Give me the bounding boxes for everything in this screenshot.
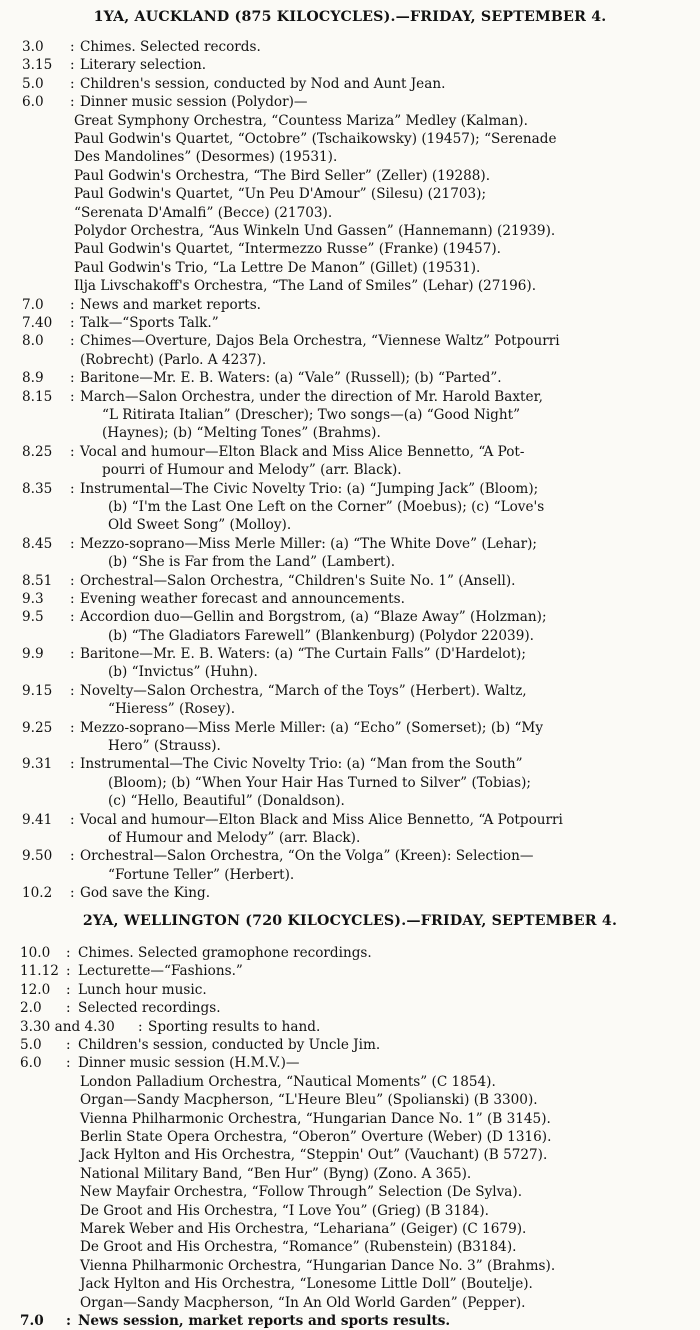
time-separator: : — [70, 333, 75, 350]
entry-time: 8.45 — [22, 535, 53, 552]
entry-text-continued: “Hieress” (Rosey). — [108, 701, 236, 718]
programme-entry-8-51 — [0, 572, 700, 590]
entry-text-continued: “L Ritirata Italian” (Drescher); Two songs—(a) “Good Night” — [102, 406, 521, 423]
entry-text: Mezzo-soprano—Miss Merle Miller: (a) “Echo” (Somerset); (b) “My — [80, 719, 544, 736]
entry-time: 9.31 — [22, 756, 53, 773]
programme-entry-8-35 — [0, 480, 700, 535]
entry-text-continued: Vienna Philharmonic Orchestra, “Hungarian Dance No. 3” (Brahms). — [80, 1257, 556, 1274]
programme-entry-9-31 — [0, 755, 700, 810]
time-separator: : — [70, 480, 75, 497]
entry-text-continued: Jack Hylton and His Orchestra, “Lonesome Little Doll” (Boutelje). — [80, 1276, 533, 1293]
entry-text: Dinner music session (H.M.V.)— — [78, 1055, 300, 1072]
time-separator: : — [70, 57, 75, 74]
time-separator: : — [70, 75, 75, 92]
entry-text-continued: (Bloom); (b) “When Your Hair Has Turned to Silver” (Tobias); — [108, 774, 531, 791]
entry-text-continued: (b) “The Gladiators Farewell” (Blankenburg) (Polydor 22039). — [108, 627, 534, 644]
entry-text: Orchestral—Salon Orchestra, “Children's Suite No. 1” (Ansell). — [80, 572, 516, 589]
entry-text: Instrumental—The Civic Novelty Trio: (a) “Man from the South” — [80, 756, 523, 773]
programme-entry-7-0 — [0, 296, 700, 314]
entry-time: 5.0 — [22, 75, 44, 92]
entry-text-continued: (b) “She is Far from the Land” (Lambert). — [108, 554, 396, 571]
station-heading: 2YA, WELLINGTON (720 KILOCYCLES).—FRIDAY, SEPTEMBER 4. — [82, 912, 618, 929]
station-section-2ya — [0, 910, 700, 1329]
entry-text-continued: Hero” (Strauss). — [108, 738, 221, 755]
time-separator: : — [70, 646, 75, 663]
entry-text: Novelty—Salon Orchestra, “March of the Toys” (Herbert). Waltz, — [80, 682, 527, 699]
entry-time: 8.25 — [22, 443, 53, 460]
entry-time: 7.40 — [22, 314, 53, 331]
programme-entry-9-3 — [0, 590, 700, 608]
station-heading: 1YA, AUCKLAND (875 KILOCYCLES).—FRIDAY, SEPTEMBER 4. — [93, 8, 607, 25]
entry-text: Chimes. Selected records. — [80, 39, 261, 55]
entry-text-continued: “Fortune Teller” (Herbert). — [108, 866, 295, 883]
entry-text-continued: Paul Godwin's Quartet, “Un Peu D'Amour” (Silesu) (21703); — [74, 186, 487, 203]
entry-text-continued: “Serenata D'Amalfi” (Becce) (21703). — [74, 204, 333, 221]
entry-text-continued: National Military Band, “Ben Hur” (Byng) (Zono. A 365). — [80, 1165, 472, 1182]
entry-text-continued: (Haynes); (b) “Melting Tones” (Brahms). — [102, 425, 381, 442]
programme-entry-8-15 — [0, 388, 700, 443]
programme-entry-3-15 — [0, 56, 700, 74]
entry-text-continued: Paul Godwin's Orchestra, “The Bird Seller” (Zeller) (19288). — [74, 167, 491, 184]
entry-time: 12.0 — [20, 981, 51, 998]
programme-entry-8-9 — [0, 369, 700, 387]
entry-time: 10.2 — [22, 885, 53, 902]
programme-entry-6-0 — [0, 93, 700, 295]
entry-text: Mezzo-soprano—Miss Merle Miller: (a) “The White Dove” (Lehar); — [80, 535, 537, 552]
programme-entry-12-0 — [0, 981, 700, 999]
time-separator: : — [70, 885, 75, 902]
entry-time: 9.50 — [22, 848, 53, 865]
programme-entry-3-30-and-4-30 — [0, 1018, 700, 1036]
programme-entry-8-0 — [0, 332, 700, 369]
programme-entry-10-2 — [0, 884, 700, 902]
entry-time: 2.0 — [20, 1000, 42, 1017]
entry-time: 3.0 — [22, 39, 44, 55]
entry-text: Chimes. Selected gramophone recordings. — [78, 945, 372, 961]
programme-entry-7-0 — [0, 1312, 700, 1330]
entry-time: 9.3 — [22, 590, 44, 607]
programme-entry-9-41 — [0, 811, 700, 848]
time-separator: : — [66, 945, 71, 961]
entry-text-continued: Ilja Livschakoff's Orchestra, “The Land of Smiles” (Lehar) (27196). — [74, 278, 537, 295]
entry-time: 3.30 and 4.30 — [20, 1018, 115, 1035]
entry-time: 6.0 — [22, 94, 44, 111]
entry-text-continued: Paul Godwin's Quartet, “Octobre” (Tschaikowsky) (19457); “Serenade — [74, 130, 557, 147]
time-separator: : — [66, 1036, 71, 1053]
entry-text-continued: De Groot and His Orchestra, “I Love You” (Grieg) (B 3184). — [80, 1202, 490, 1219]
time-separator: : — [66, 981, 71, 998]
programme-list — [0, 944, 700, 1330]
time-separator: : — [70, 811, 75, 828]
time-separator: : — [66, 1055, 71, 1072]
time-separator: : — [70, 609, 75, 626]
entry-text: Vocal and humour—Elton Black and Miss Alice Bennetto, “A Potpourri — [80, 811, 563, 828]
entry-text: Dinner music session (Polydor)— — [80, 94, 308, 111]
time-separator: : — [66, 963, 71, 980]
entry-time: 7.0 — [22, 296, 44, 313]
entry-text: God save the King. — [80, 885, 211, 902]
entry-time: 9.25 — [22, 719, 53, 736]
programme-entry-9-15 — [0, 682, 700, 719]
entry-text: Accordion duo—Gellin and Borgstrom, (a) “Blaze Away” (Holzman); — [80, 609, 547, 626]
entry-time: 11.12 — [20, 963, 59, 980]
entry-text-continued: Jack Hylton and His Orchestra, “Steppin' Out” (Vauchant) (B 5727). — [80, 1147, 548, 1164]
entry-text-continued: Polydor Orchestra, “Aus Winkeln Und Gassen” (Hannemann) (21939). — [74, 222, 556, 239]
entry-text-continued: pourri of Humour and Melody” (arr. Black). — [102, 462, 402, 479]
entry-time: 10.0 — [20, 945, 51, 961]
time-separator: : — [70, 848, 75, 865]
entry-text-continued: (Robrecht) (Parlo. A 4237). — [80, 351, 267, 368]
entry-text: News and market reports. — [80, 296, 261, 313]
programme-entry-9-50 — [0, 847, 700, 884]
entry-text-continued: Old Sweet Song” (Molloy). — [108, 517, 292, 534]
entry-text-continued: Paul Godwin's Quartet, “Intermezzo Russe” (Franke) (19457). — [74, 241, 501, 258]
entry-text: March—Salon Orchestra, under the direction of Mr. Harold Baxter, — [80, 388, 543, 405]
entry-text-continued: New Mayfair Orchestra, “Follow Through” Selection (De Sylva). — [80, 1184, 523, 1201]
entry-text: Talk—“Sports Talk.” — [80, 314, 219, 331]
entry-text: News session, market reports and sports results. — [78, 1312, 451, 1329]
entry-text: Baritone—Mr. E. B. Waters: (a) “The Curtain Falls” (D'Hardelot); — [80, 646, 526, 663]
entry-text: Literary selection. — [80, 57, 207, 74]
time-separator: : — [70, 94, 75, 111]
programme-entry-8-45 — [0, 535, 700, 572]
entry-time: 9.5 — [22, 609, 44, 626]
entry-text-continued: De Groot and His Orchestra, “Romance” (Rubenstein) (B3184). — [80, 1239, 517, 1256]
entry-time: 9.15 — [22, 682, 53, 699]
entry-text-continued: Organ—Sandy Macpherson, “In An Old World Garden” (Pepper). — [80, 1294, 526, 1311]
time-separator: : — [70, 572, 75, 589]
time-separator: : — [138, 1018, 143, 1035]
entry-text-continued: Organ—Sandy Macpherson, “L'Heure Bleu” (Spolianski) (B 3300). — [80, 1092, 538, 1109]
entry-time: 6.0 — [20, 1055, 42, 1072]
entry-text: Orchestral—Salon Orchestra, “On the Volga” (Kreen): Selection— — [80, 848, 534, 865]
entry-text: Instrumental—The Civic Novelty Trio: (a) “Jumping Jack” (Bloom); — [80, 480, 539, 497]
entry-text-continued: (b) “Invictus” (Huhn). — [108, 664, 258, 681]
programme-entry-2-0 — [0, 999, 700, 1017]
entry-text-continued: Des Mandolines” (Desormes) (19531). — [74, 149, 338, 166]
programme-entry-5-0 — [0, 75, 700, 93]
programme-entry-8-25 — [0, 443, 700, 480]
entry-text: Lecturette—“Fashions.” — [78, 963, 243, 980]
time-separator: : — [70, 535, 75, 552]
programme-entry-11-12 — [0, 962, 700, 980]
time-separator: : — [70, 590, 75, 607]
entry-text-continued: (c) “Hello, Beautiful” (Donaldson). — [108, 793, 345, 810]
entry-text-continued: (b) “I'm the Last One Left on the Corner” (Moebus); (c) “Love's — [108, 498, 545, 515]
time-separator: : — [66, 1312, 72, 1329]
entry-text: Baritone—Mr. E. B. Waters: (a) “Vale” (Russell); (b) “Parted”. — [80, 370, 502, 387]
entry-time: 5.0 — [20, 1036, 42, 1053]
entry-text-continued: of Humour and Melody” (arr. Black). — [108, 830, 361, 847]
entry-time: 8.9 — [22, 370, 44, 387]
programme-entry-3-0 — [0, 38, 700, 56]
entry-time: 7.0 — [20, 1312, 44, 1329]
entry-time: 8.0 — [22, 333, 44, 350]
entry-text-continued: London Palladium Orchestra, “Nautical Moments” (C 1854). — [80, 1073, 496, 1090]
entry-time: 9.9 — [22, 646, 44, 663]
time-separator: : — [70, 443, 75, 460]
entry-text: Sporting results to hand. — [148, 1018, 321, 1035]
entry-text: Chimes—Overture, Dajos Bela Orchestra, “Viennese Waltz” Potpourri — [80, 333, 560, 350]
programme-entry-6-0 — [0, 1054, 700, 1312]
entry-time: 8.35 — [22, 480, 53, 497]
programme-entry-9-5 — [0, 608, 700, 645]
time-separator: : — [70, 756, 75, 773]
entry-text-continued: Berlin State Opera Orchestra, “Oberon” Overture (Weber) (D 1316). — [80, 1128, 552, 1145]
entry-text: Vocal and humour—Elton Black and Miss Alice Bennetto, “A Pot- — [80, 443, 525, 460]
time-separator: : — [70, 314, 75, 331]
entry-time: 9.41 — [22, 811, 53, 828]
programme-entry-9-25 — [0, 719, 700, 756]
entry-text: Evening weather forecast and announcements. — [80, 590, 405, 607]
entry-text: Lunch hour music. — [78, 981, 207, 998]
entry-time: 8.51 — [22, 572, 53, 589]
time-separator: : — [70, 719, 75, 736]
time-separator: : — [70, 370, 75, 387]
programme-entry-7-40 — [0, 314, 700, 332]
entry-time: 8.15 — [22, 388, 53, 405]
programme-list — [0, 38, 700, 903]
entry-text: Selected recordings. — [78, 1000, 221, 1017]
entry-text-continued: Paul Godwin's Trio, “La Lettre De Manon” (Gillet) (19531). — [74, 259, 481, 276]
entry-time: 3.15 — [22, 57, 53, 74]
programme-entry-5-0 — [0, 1036, 700, 1054]
entry-text-continued: Marek Weber and His Orchestra, “Lehariana” (Geiger) (C 1679). — [80, 1220, 527, 1237]
programme-entry-9-9 — [0, 645, 700, 682]
entry-text-continued: Great Symphony Orchestra, “Countess Mariza” Medley (Kalman). — [74, 112, 528, 129]
time-separator: : — [70, 39, 75, 55]
time-separator: : — [70, 296, 75, 313]
time-separator: : — [70, 682, 75, 699]
station-section-1ya — [0, 4, 700, 902]
time-separator: : — [66, 1000, 71, 1017]
entry-text: Children's session, conducted by Uncle Jim. — [78, 1036, 381, 1053]
programme-entry-10-0 — [0, 944, 700, 962]
entry-text: Children's session, conducted by Nod and Aunt Jean. — [80, 75, 446, 92]
time-separator: : — [70, 388, 75, 405]
entry-text-continued: Vienna Philharmonic Orchestra, “Hungarian Dance No. 1” (B 3145). — [80, 1110, 551, 1127]
